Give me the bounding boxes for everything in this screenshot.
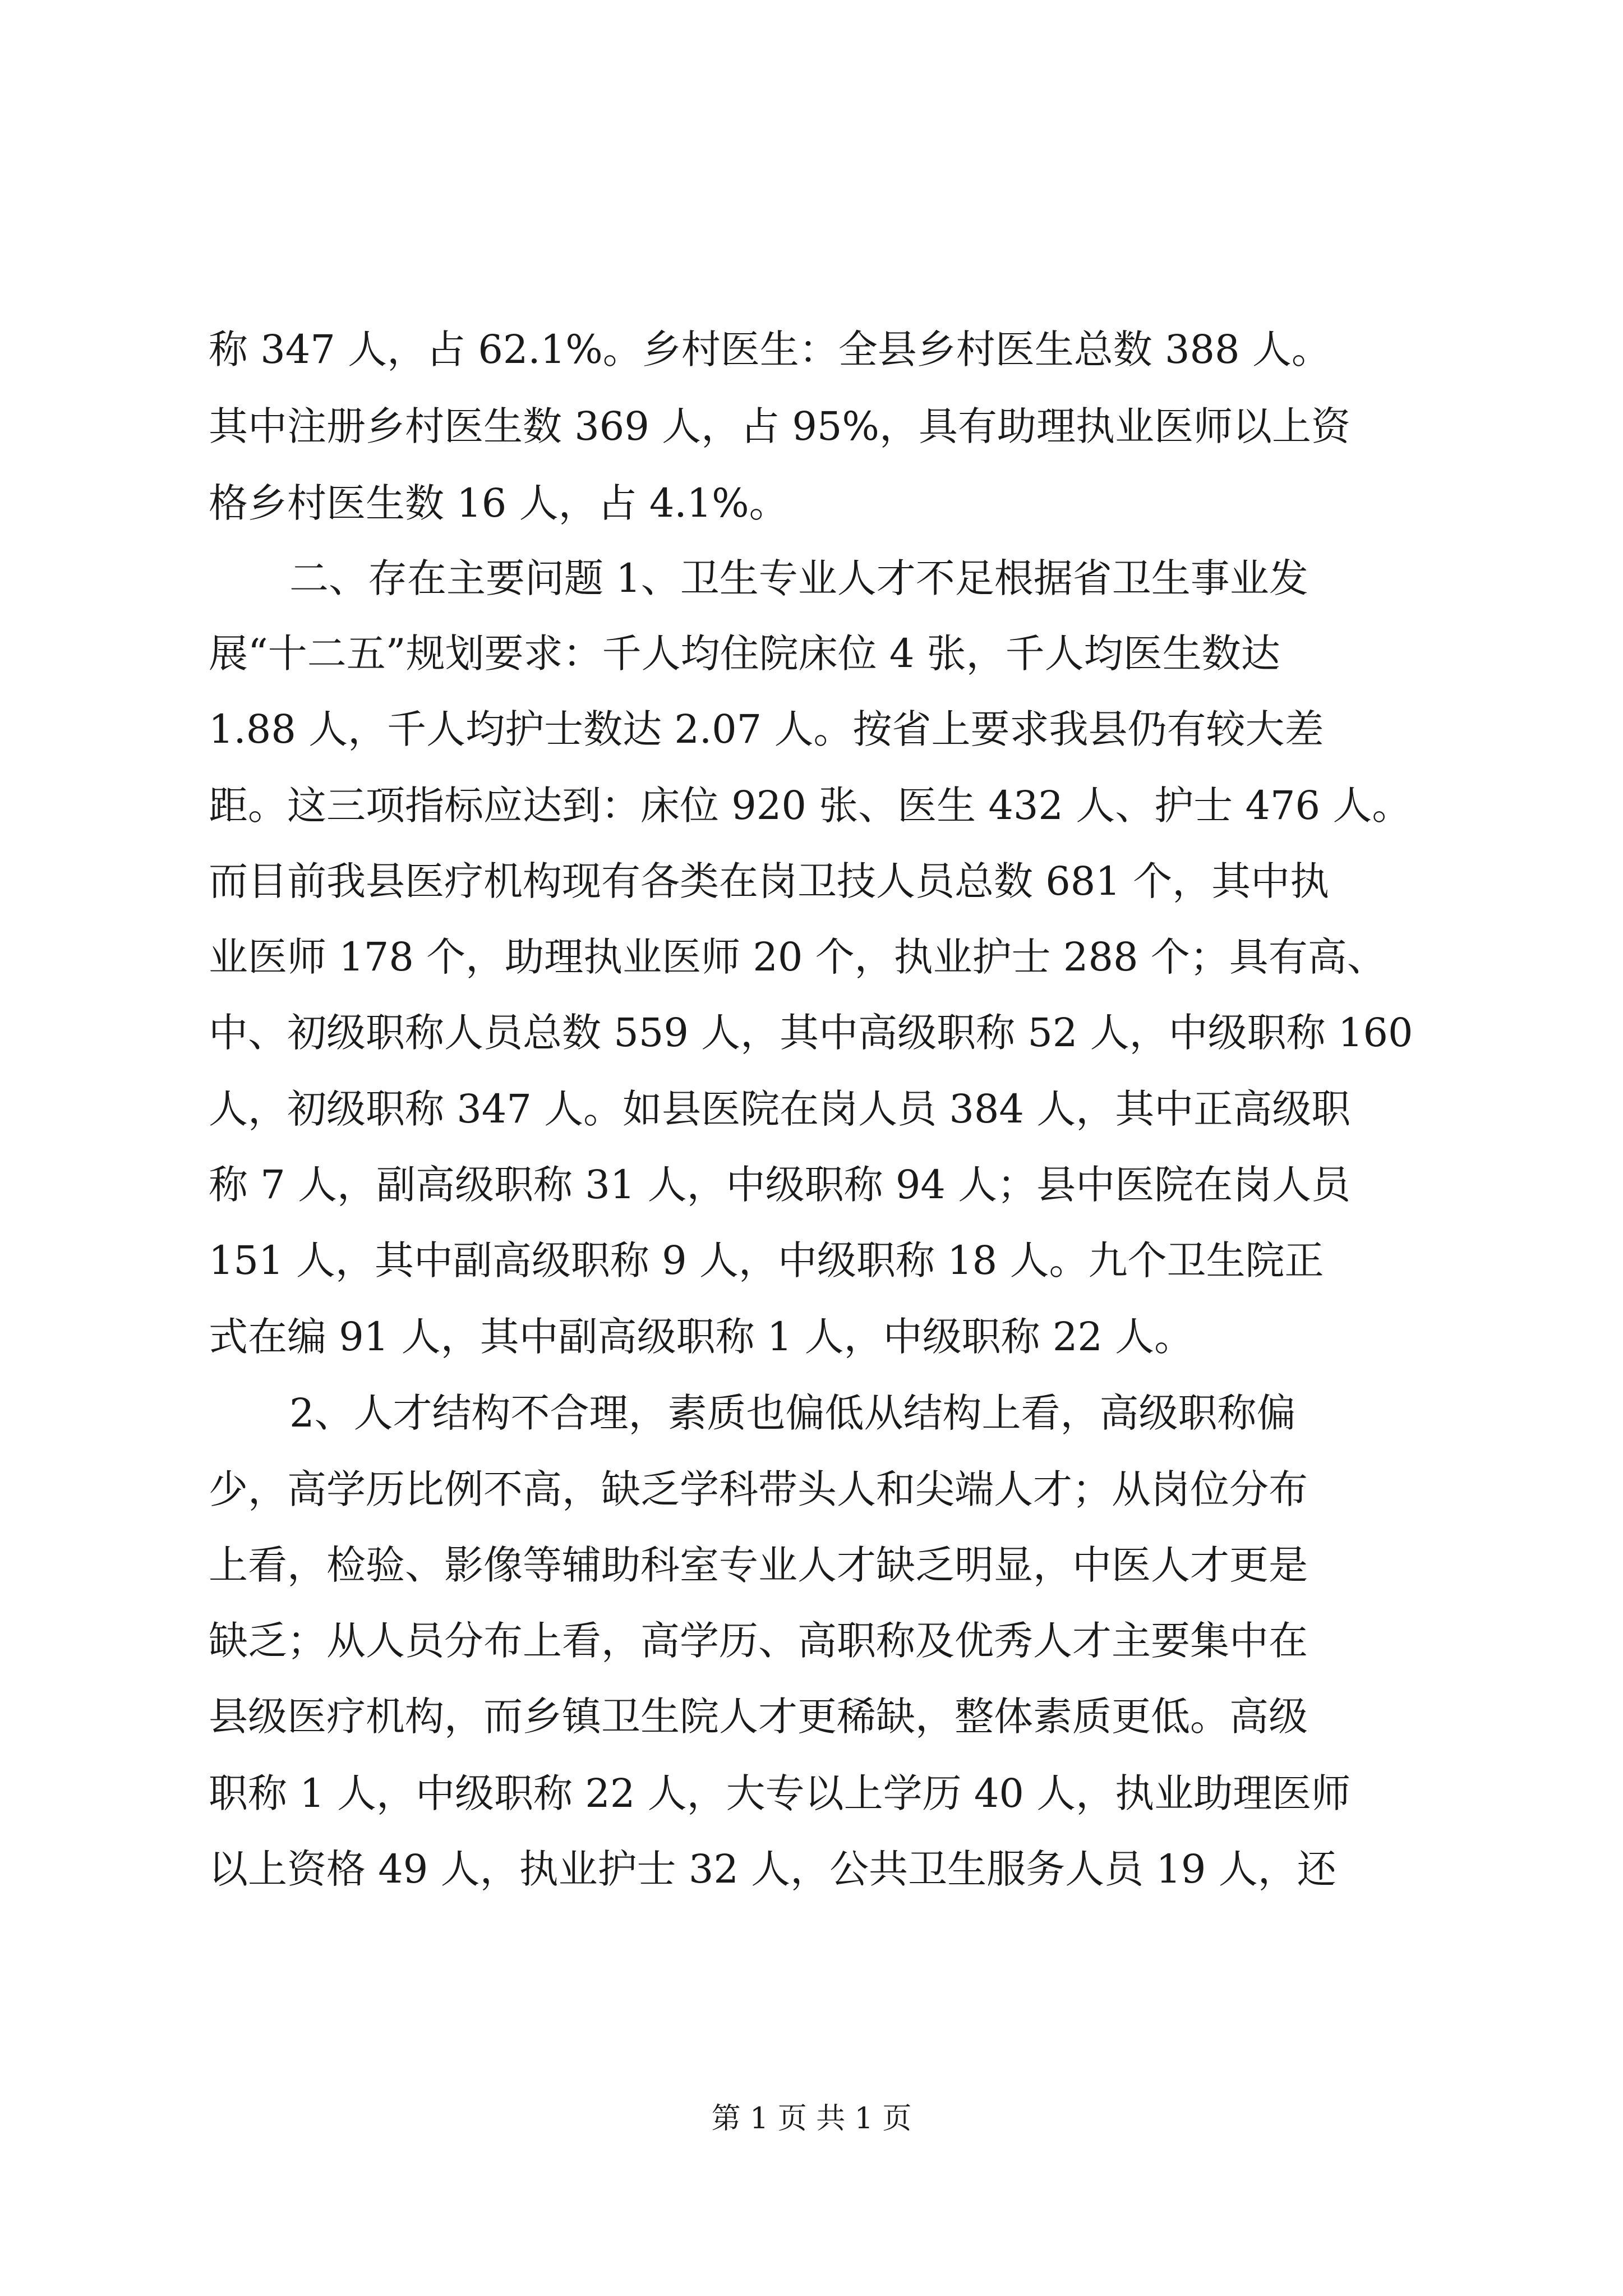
text-line: 距。这三项指标应达到：床位 920 张、医生 432 人、护士 476 人。: [209, 783, 1412, 829]
text-line: 其中注册乡村医生数 369 人，占 95%，具有助理执业医师以上资: [209, 403, 1350, 449]
text-line: 二、存在主要问题 1、卫生专业人才不足根据省卫生事业发: [289, 555, 1308, 601]
text-line: 业医师 178 个，助理执业医师 20 个，执业护士 288 个；具有高、: [209, 934, 1386, 980]
text-line: 县级医疗机构，而乡镇卫生院人才更稀缺，整体素质更低。高级: [209, 1694, 1308, 1740]
text-line: 1.88 人，千人均护士数达 2.07 人。按省上要求我县仍有较大差: [209, 706, 1324, 752]
text-line: 2、人才结构不合理，素质也偏低从结构上看，高级职称偏: [289, 1390, 1296, 1436]
text-line: 少，高学历比例不高，缺乏学科带头人和尖端人才；从岗位分布: [209, 1466, 1308, 1512]
text-line: 职称 1 人，中级职称 22 人，大专以上学历 40 人，执业助理医师: [209, 1770, 1351, 1816]
text-line: 以上资格 49 人，执业护士 32 人，公共卫生服务人员 19 人，还: [209, 1846, 1336, 1892]
text-line: 中、初级职称人员总数 559 人，其中高级职称 52 人，中级职称 160: [209, 1010, 1413, 1056]
page-number-footer: 第 1 页 共 1 页: [711, 2102, 912, 2136]
text-line: 上看，检验、影像等辅助科室专业人才缺乏明显，中医人才更是: [209, 1542, 1308, 1588]
text-line: 称 347 人，占 62.1%。乡村医生：全县乡村医生总数 388 人。: [209, 326, 1331, 372]
text-line: 称 7 人，副高级职称 31 人，中级职称 94 人；县中医院在岗人员: [209, 1162, 1351, 1208]
text-line: 展“十二五”规划要求：千人均住院床位 4 张，千人均医生数达: [209, 631, 1280, 677]
text-line: 缺乏；从人员分布上看，高学历、高职称及优秀人才主要集中在: [209, 1618, 1308, 1664]
text-line: 而目前我县医疗机构现有各类在岗卫技人员总数 681 个，其中执: [209, 858, 1330, 904]
text-line: 151 人，其中副高级职称 9 人，中级职称 18 人。九个卫生院正: [209, 1237, 1324, 1283]
text-line: 式在编 91 人，其中副高级职称 1 人，中级职称 22 人。: [209, 1314, 1194, 1360]
text-line: 人，初级职称 347 人。如县医院在岗人员 384 人，其中正高级职: [209, 1086, 1351, 1132]
text-line: 格乡村医生数 16 人，占 4.1%。: [209, 480, 789, 526]
